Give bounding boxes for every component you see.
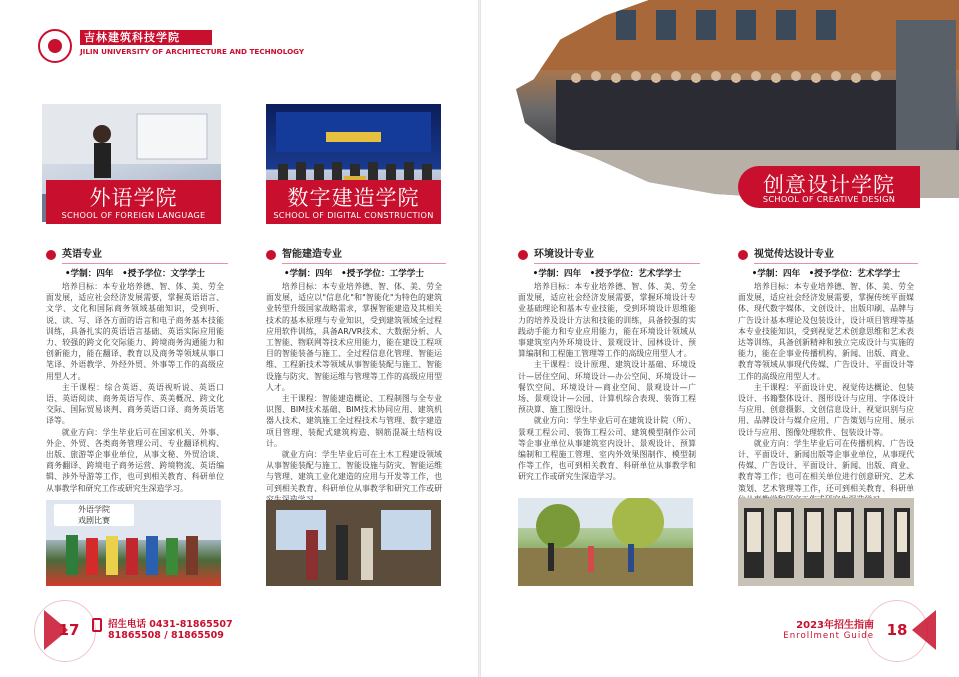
drama-photo-caption: 外语学院 戏剧比赛 <box>54 504 134 526</box>
phone-icon <box>92 618 102 632</box>
creative-school-title: 创意设计学院 <box>763 173 895 197</box>
smart-major-meta: •学制：四年 •授予学位：工学学士 <box>284 269 424 279</box>
logo-cn: 吉林建筑科技学院 <box>80 30 212 45</box>
smart-major-title: 智能建造专业 <box>266 248 442 262</box>
page-number-left: 17 <box>58 621 80 639</box>
visual-major-body <box>738 281 914 505</box>
english-courses: 主干课程：综合英语、英语视听说、英语口语、英语阅读、商务英语写作、英美概况、跨文化交际、国际贸易谈判、商务英语口译、商务英语笔译等。 <box>46 382 224 426</box>
book-spine <box>478 0 481 677</box>
digital-school-banner <box>266 180 441 224</box>
env-major-body <box>518 281 696 483</box>
smart-career: 就业方向：学生毕业后可在土木工程建设领域从事智能装配与施工、智能设施与防灾、智能运维与管理、建筑工业化建造的应用与开发等工作，也可到相关教育、科研单位从事教学和研究工作或研 <box>266 450 442 493</box>
env-courses: 主干课程：设计原理、建筑设计基础、环境设计—居住空间、环境设计—办公空间、环境设计—餐饮空间、环境设计—商业空间、景观设计—广场、景观设计—公园、计算机综合表现、装饰工程预决算、施工图设计。 <box>518 360 696 415</box>
page-number-right: 18 <box>886 621 908 639</box>
english-goal: 培养目标：本专业培养德、智、体、美、劳全面发展，适应社会经济发展需要，掌握英语语言、文学、文化和国际商务领域基础知识，受到听、说、读、写、译各方面的语言和电子商务基本技能训练，具备扎实的英语语言基础、英语实际应用能力、较强的跨文化交际能力、跨境商务沟通能力和创新能力，能在翻译、教育以及商务等领域从事口笔译、外语教学、外经外贸、外事等工作的高级应用型人才。 <box>46 282 224 381</box>
visual-goal: 培养目标：本专业培养德、智、体、美、劳全面发展，适应社会经济发展需要，掌握传统平面媒体、现代数字媒体、文创设计、出版印刷、品牌与广告设计基本理论及包装设计，设计项目管理等基本专业技能知识，受到视觉艺术创意思维和艺术表达等训练，具备创新精神和独立完成设计与实施的能力，能在企事业传播机构、新闻、出版、商业、教育等领域从事现代传媒、广告设计、平面设计等工作的高级应用型人才。 <box>738 282 914 381</box>
visual-major-meta: •学制：四年 •授予学位：艺术学学士 <box>751 269 901 279</box>
visual-career: 就业方向：学生毕业后可在传播机构、广告设计、平面设计、新闻出版等企事业单位，从事现代传媒、广告设计、平面设计、新闻、出版、商业、教育等工作；也可在相关单位进行创意研究、艺术策划、艺术管理等工作，还可到相关教育、科研单 <box>738 438 914 493</box>
outdoor-sketching-photo <box>518 498 693 586</box>
guide-en: Enrollment Guide <box>783 631 874 641</box>
university-logo <box>38 29 305 67</box>
vr-lab-scene-icon <box>266 500 441 586</box>
creative-school-banner <box>738 166 920 208</box>
env-career: 就业方向：学生毕业后可在建筑设计院（所）、景观工程公司、装饰工程公司、建筑模型制作公司等企事业单位从事建筑室内设计、景观设计、预算编制和工程施工管理、室内外效果图制作、模型制作等工作，也可到相关教育、科研单位从事教学和研究工作或研究生深造学习。 <box>518 416 696 482</box>
enrollment-guide-label <box>744 616 874 641</box>
page-marker-right-icon <box>912 610 936 650</box>
env-goal: 培养目标：本专业培养德、智、体、美、劳全面发展，适应社会经济发展需要，掌握环境设计专业基础理论和基本专业技能，受到环境设计思维能力的培养及设计方法和技能的训练，具备较强的实践动手能力和专业应用能力，能在环境设计领域从事建筑室内外环境设计、景观设计、园林设计、预算编制和工程施工管理等工作的高级应用型人才。 <box>518 282 696 359</box>
university-seal-icon <box>38 29 72 63</box>
foreign-school-title: 外语学院 <box>89 186 178 210</box>
exhibition-hall-photo <box>738 498 914 586</box>
foreign-school-subtitle: SCHOOL OF FOREIGN LANGUAGE <box>61 210 206 220</box>
outdoor-scene-icon <box>518 498 693 586</box>
english-major-section <box>46 248 224 494</box>
creative-school-subtitle: SCHOOL OF CREATIVE DESIGN <box>762 194 896 204</box>
english-major-body <box>46 281 224 494</box>
smart-courses: 主干课程：智能建造概论、工程制图与全专业识图、BIM技术基础、BIM技术协同应用、建筑机器人技术、建筑施工全过程技术与管理、数字建造项目管理、装配式建筑构造、钢筋混凝土结构设计。 <box>266 394 442 448</box>
vr-lab-photo <box>266 500 441 586</box>
drama-competition-photo <box>46 500 221 586</box>
env-major-title: 环境设计专业 <box>518 248 696 262</box>
smart-construction-major-section <box>266 248 442 505</box>
foreign-school-banner <box>46 180 221 224</box>
logo-en: JILIN UNIVERSITY OF ARCHITECTURE AND TECHNOLOGY <box>80 47 305 56</box>
digital-school-title: 数字建造学院 <box>287 186 420 210</box>
visual-communication-major-section <box>738 248 914 505</box>
english-career: 就业方向：学生毕业后可在国家机关、外事、外企、外贸、各类商务管理公司、专业翻译机构、出版、旅游等企事业单位，从事文秘、外贸洽谈、商务翻译、跨境电子商务运营、跨境物流、英语编辑、涉外导游等工作，也可到相关教育、科研单位从事教学和研究工作或研究生深造学习。 <box>46 427 224 493</box>
digital-school-subtitle: SCHOOL OF DIGITAL CONSTRUCTION <box>273 210 434 220</box>
smart-major-body <box>266 281 442 505</box>
visual-major-title: 视觉传达设计专业 <box>738 248 914 262</box>
env-major-meta: •学制：四年 •授予学位：艺术学学士 <box>532 269 682 279</box>
exhibition-scene-icon <box>738 498 914 586</box>
phone-line-2: 81865508 / 81865509 <box>108 630 224 641</box>
phone-line-1: 招生电话 0431-81865507 <box>108 619 233 630</box>
guide-cn: 2023年招生指南 <box>796 620 874 631</box>
english-major-meta: •学制：四年 •授予学位：文学学士 <box>65 269 205 279</box>
environment-design-major-section <box>518 248 696 483</box>
smart-goal: 培养目标：本专业培养德、智、体、美、劳全面发展，适应以"信息化"和"智能化"为特色的建筑业转型升级国家战略需求，掌握智能建造及其相关技术的基本原理与专业知识，受到建筑领域全过程应用软件训练，具备AR/VR技术、大数据分析、人工智能、物联网等技术应用能力，能在建设工程项目的智能装备与施工、全过程信息化管理、智能运维、工程新技术等领域从事智能装配与施工、智能设施与防灾、智能运维与管理等工作的高级应用型人才。 <box>266 282 442 392</box>
visual-courses: 主干课程：平面设计史、视觉传达概论、包装设计、书籍整体设计、图形设计与应用、字体设计与应用、创意摄影、文创信息设计、视觉识别与应用、品牌设计与媒介应用、广告策划与应用、展示设计与应用、图像处理软件、包装设计等。 <box>738 382 914 437</box>
english-major-title: 英语专业 <box>46 248 224 262</box>
